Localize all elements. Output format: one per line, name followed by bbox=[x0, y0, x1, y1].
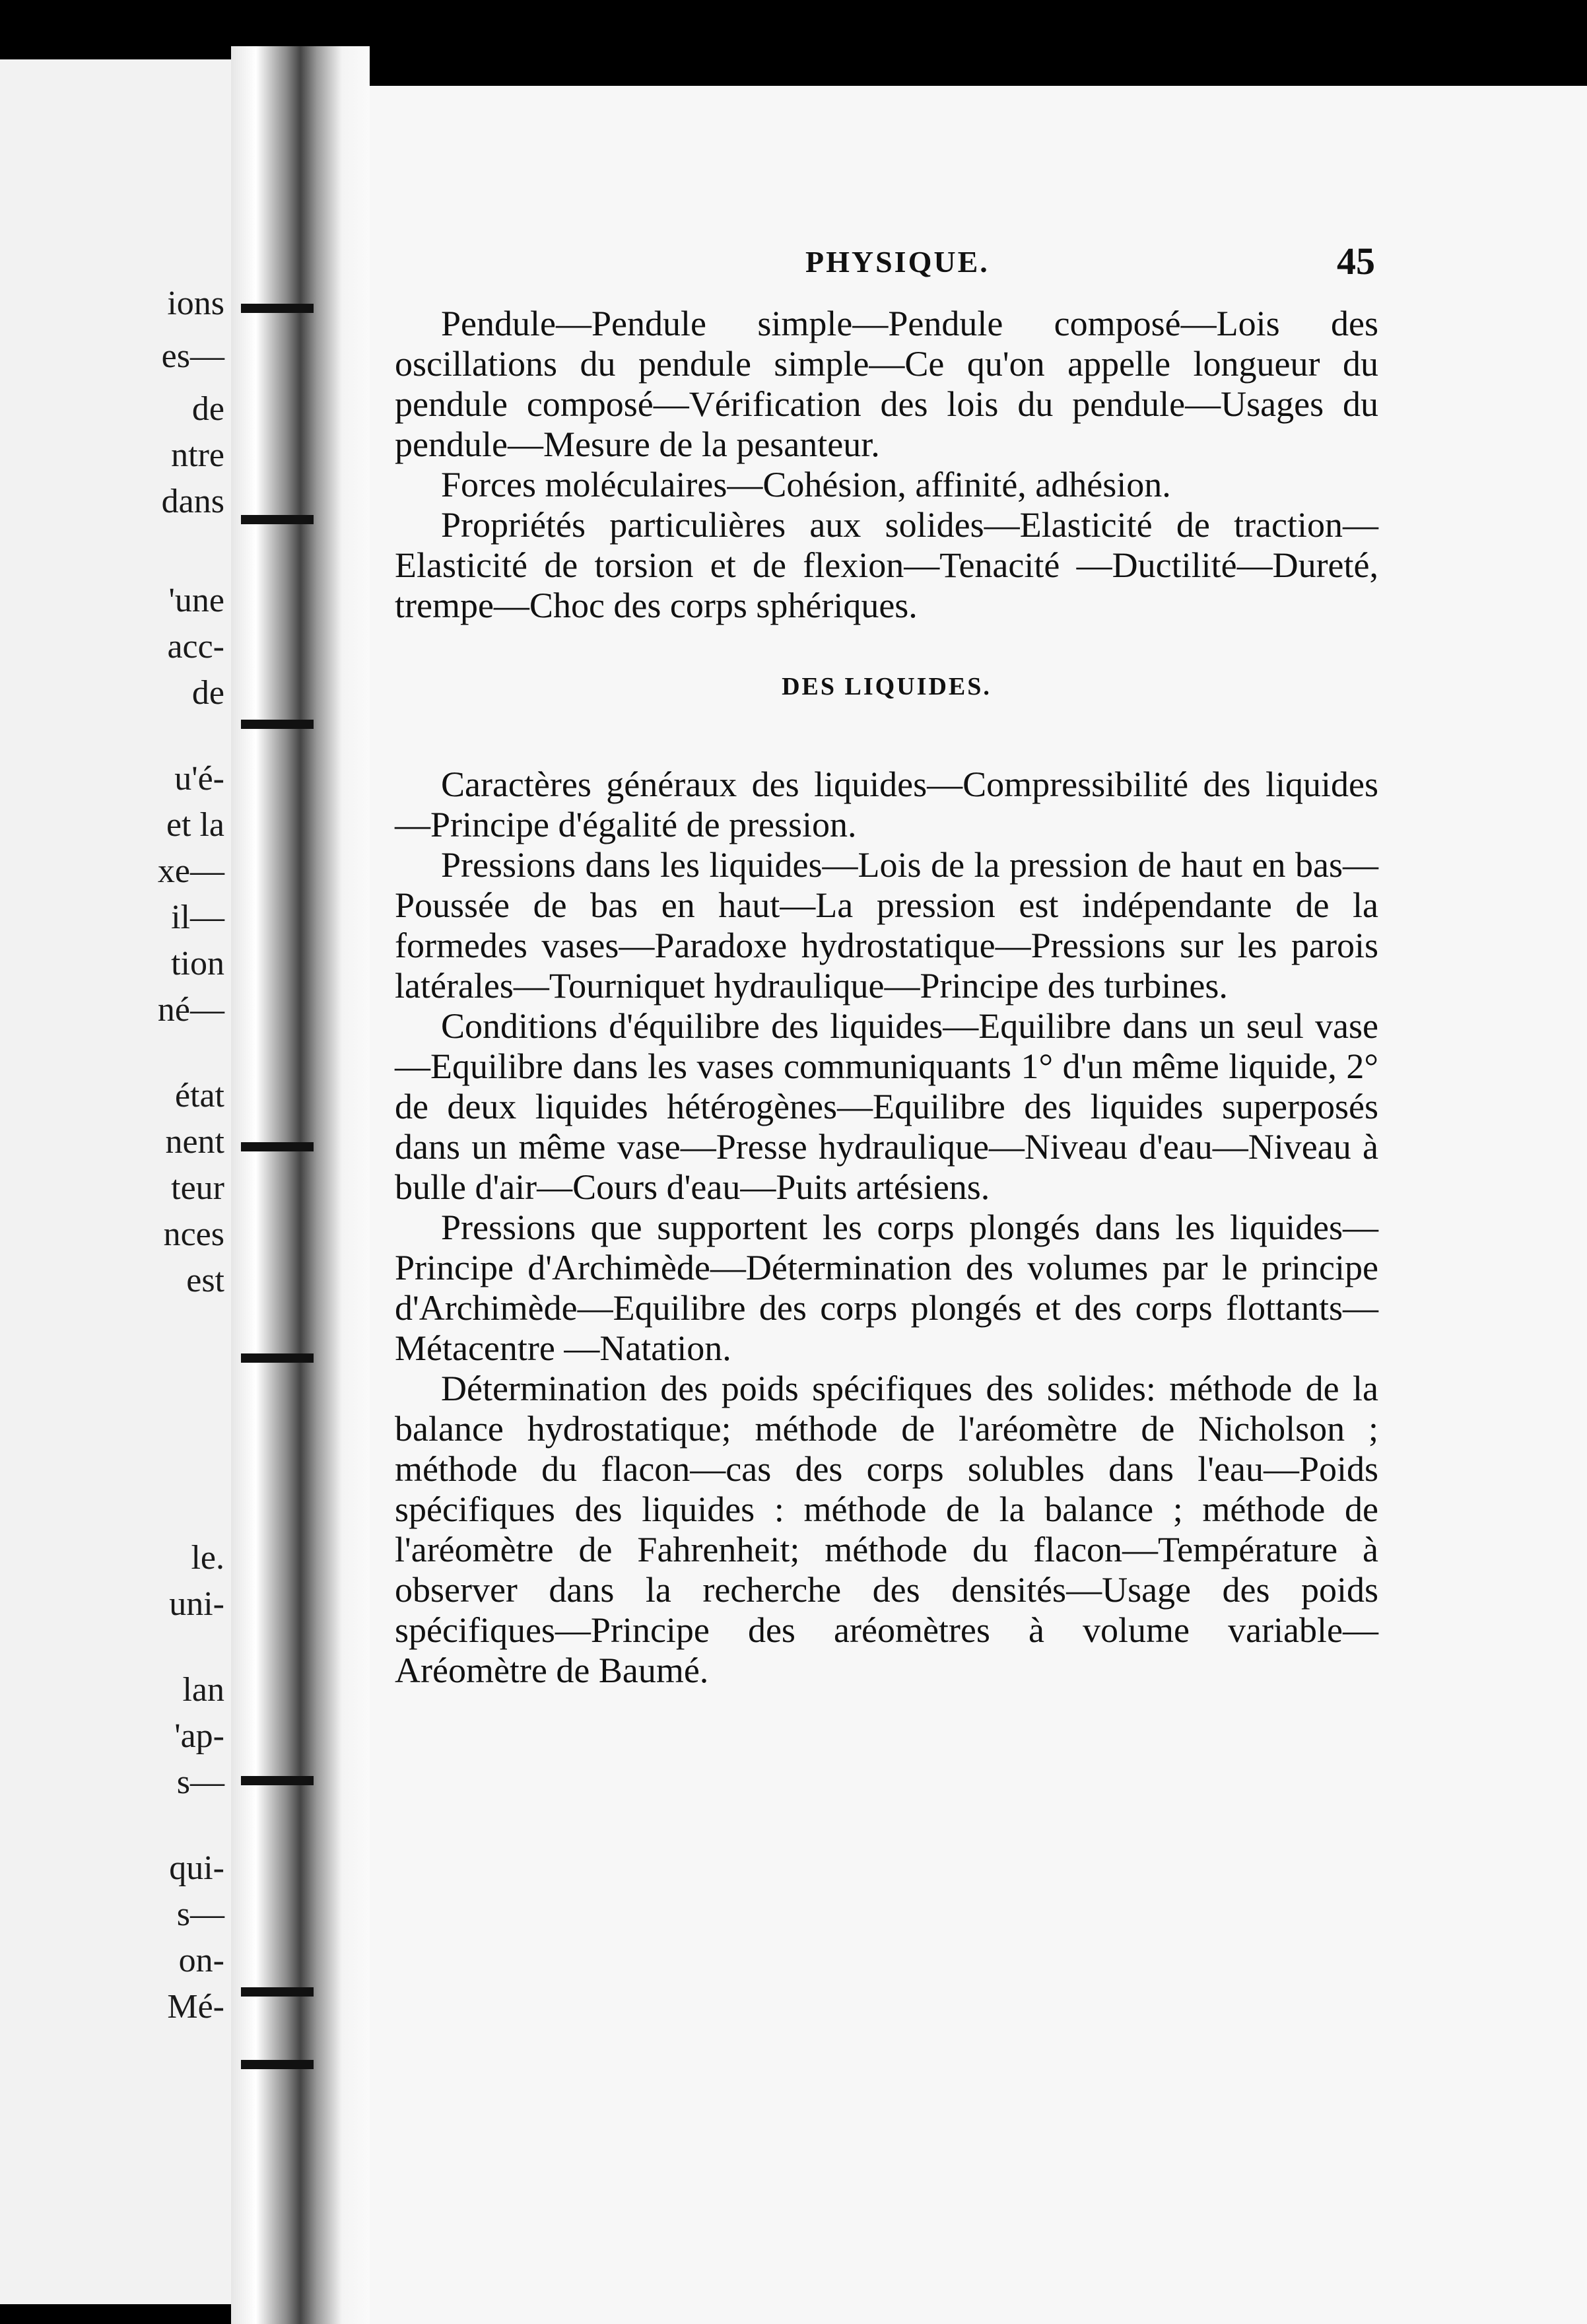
left-page-fragment: s— bbox=[176, 1896, 224, 1933]
book-page bbox=[370, 86, 1587, 2324]
paragraph: Forces moléculaires—Cohésion, affinité, adhésion. bbox=[441, 465, 1171, 504]
paragraph: Pressions dans les liquides—Lois de la pression de haut en bas—Poussée de bas en haut—La pression est indépendante de la formedes vases—Paradoxe hydrostatique—Pressions sur les parois latérales—Tourniquet hydraulique—Principe des turbines. bbox=[395, 845, 1378, 1006]
paragraph: Pendule—Pendule simple—Pendule composé—Lois des oscillations du pendule simple—Ce qu'on appelle longueur du pendule composé—Vérification des lois du pendule—Usages du pendule—Mesure de la pesanteur. bbox=[395, 304, 1378, 464]
binding-stitch bbox=[241, 304, 314, 313]
left-page-fragment: nent bbox=[165, 1123, 224, 1161]
paragraph: Caractères généraux des liquides—Compressibilité des liquides—Principe d'égalité de pression. bbox=[395, 765, 1378, 844]
binding-stitch bbox=[241, 1142, 314, 1151]
left-page-fragment: dans bbox=[161, 483, 224, 520]
left-page-fragment: il— bbox=[171, 899, 224, 936]
page-header bbox=[370, 240, 1587, 290]
left-page-fragment: de bbox=[191, 674, 224, 712]
left-page-fragment: xe— bbox=[157, 852, 224, 890]
left-page-fragment: et la bbox=[166, 806, 224, 844]
left-page-fragment: 'ap- bbox=[174, 1717, 224, 1755]
left-page-fragment: u'é- bbox=[174, 760, 224, 798]
left-page-fragment: qui- bbox=[169, 1849, 224, 1887]
left-page-fragment: s— bbox=[176, 1763, 224, 1801]
section-heading: DES LIQUIDES. bbox=[782, 673, 992, 701]
binding-stitch bbox=[241, 1987, 314, 1997]
binding-stitch bbox=[241, 1776, 314, 1785]
left-page-fragment: uni- bbox=[169, 1585, 224, 1623]
page-content bbox=[395, 304, 1378, 1691]
left-page-fragment: es— bbox=[161, 337, 224, 375]
binding-stitch bbox=[241, 1353, 314, 1363]
left-page-fragment: état bbox=[174, 1077, 224, 1114]
paragraph: Détermination des poids spécifiques des solides: méthode de la balance hydrostatique; méthode de l'aréomètre de Nicholson ; méthode du flacon—cas des corps solubles dans l'eau—Poids spécifiques des liquides : méthode de la balance ; méthode de l'aréomètre de Fahrenheit; méthode du flacon—Température à observer dans la recherche des densités—Usage des poids spécifiques—Principe des aréomètres à volume variable—Aréomètre de Baumé. bbox=[395, 1369, 1378, 1690]
left-page-fragment: lan bbox=[182, 1671, 224, 1709]
left-page-fragment: on- bbox=[178, 1942, 224, 1979]
left-page-fragment: tion bbox=[171, 945, 224, 982]
left-page-fragment: est bbox=[186, 1262, 224, 1299]
paragraph: Conditions d'équilibre des liquides—Equilibre dans un seul vase—Equilibre dans les vases communiquants 1° d'un même liquide, 2° de deux liquides hétérogènes—Equilibre des liquides superposés dans un même vase—Presse hydraulique—Niveau d'eau—Niveau à bulle d'air—Cours d'eau—Puits artésiens. bbox=[395, 1006, 1378, 1207]
left-page-fragment: le. bbox=[191, 1539, 224, 1577]
left-page-fragment: nces bbox=[163, 1215, 224, 1253]
paragraph: Propriétés particulières aux solides—Elasticité de traction—Elasticité de torsion et de flexion—Tenacité —Ductilité—Dureté, trempe—Choc des corps sphériques. bbox=[395, 505, 1378, 625]
left-page-fragment: 'une bbox=[168, 582, 224, 619]
left-page-fragment: ntre bbox=[171, 436, 224, 474]
left-page-fragment: acc- bbox=[167, 628, 224, 666]
page-number: 45 bbox=[1337, 240, 1375, 283]
binding-stitch bbox=[241, 720, 314, 729]
left-page-fragment: de bbox=[191, 390, 224, 428]
left-page-fragment: teur bbox=[171, 1169, 224, 1207]
book-gutter bbox=[231, 46, 370, 2324]
binding-stitch bbox=[241, 515, 314, 524]
left-page-fragment: né— bbox=[157, 991, 224, 1029]
left-facing-page bbox=[0, 59, 231, 2304]
paragraph: Pressions que supportent les corps plongés dans les liquides—Principe d'Archimède—Détermination des volumes par le principe d'Archimède—Equilibre des corps plongés et des corps flottants—Métacentre —Natation. bbox=[395, 1208, 1378, 1368]
binding-stitch bbox=[241, 2060, 314, 2069]
left-page-fragment: Mé- bbox=[167, 1988, 224, 2026]
left-page-fragment: ions bbox=[167, 285, 224, 322]
running-head: PHYSIQUE. bbox=[805, 245, 990, 279]
